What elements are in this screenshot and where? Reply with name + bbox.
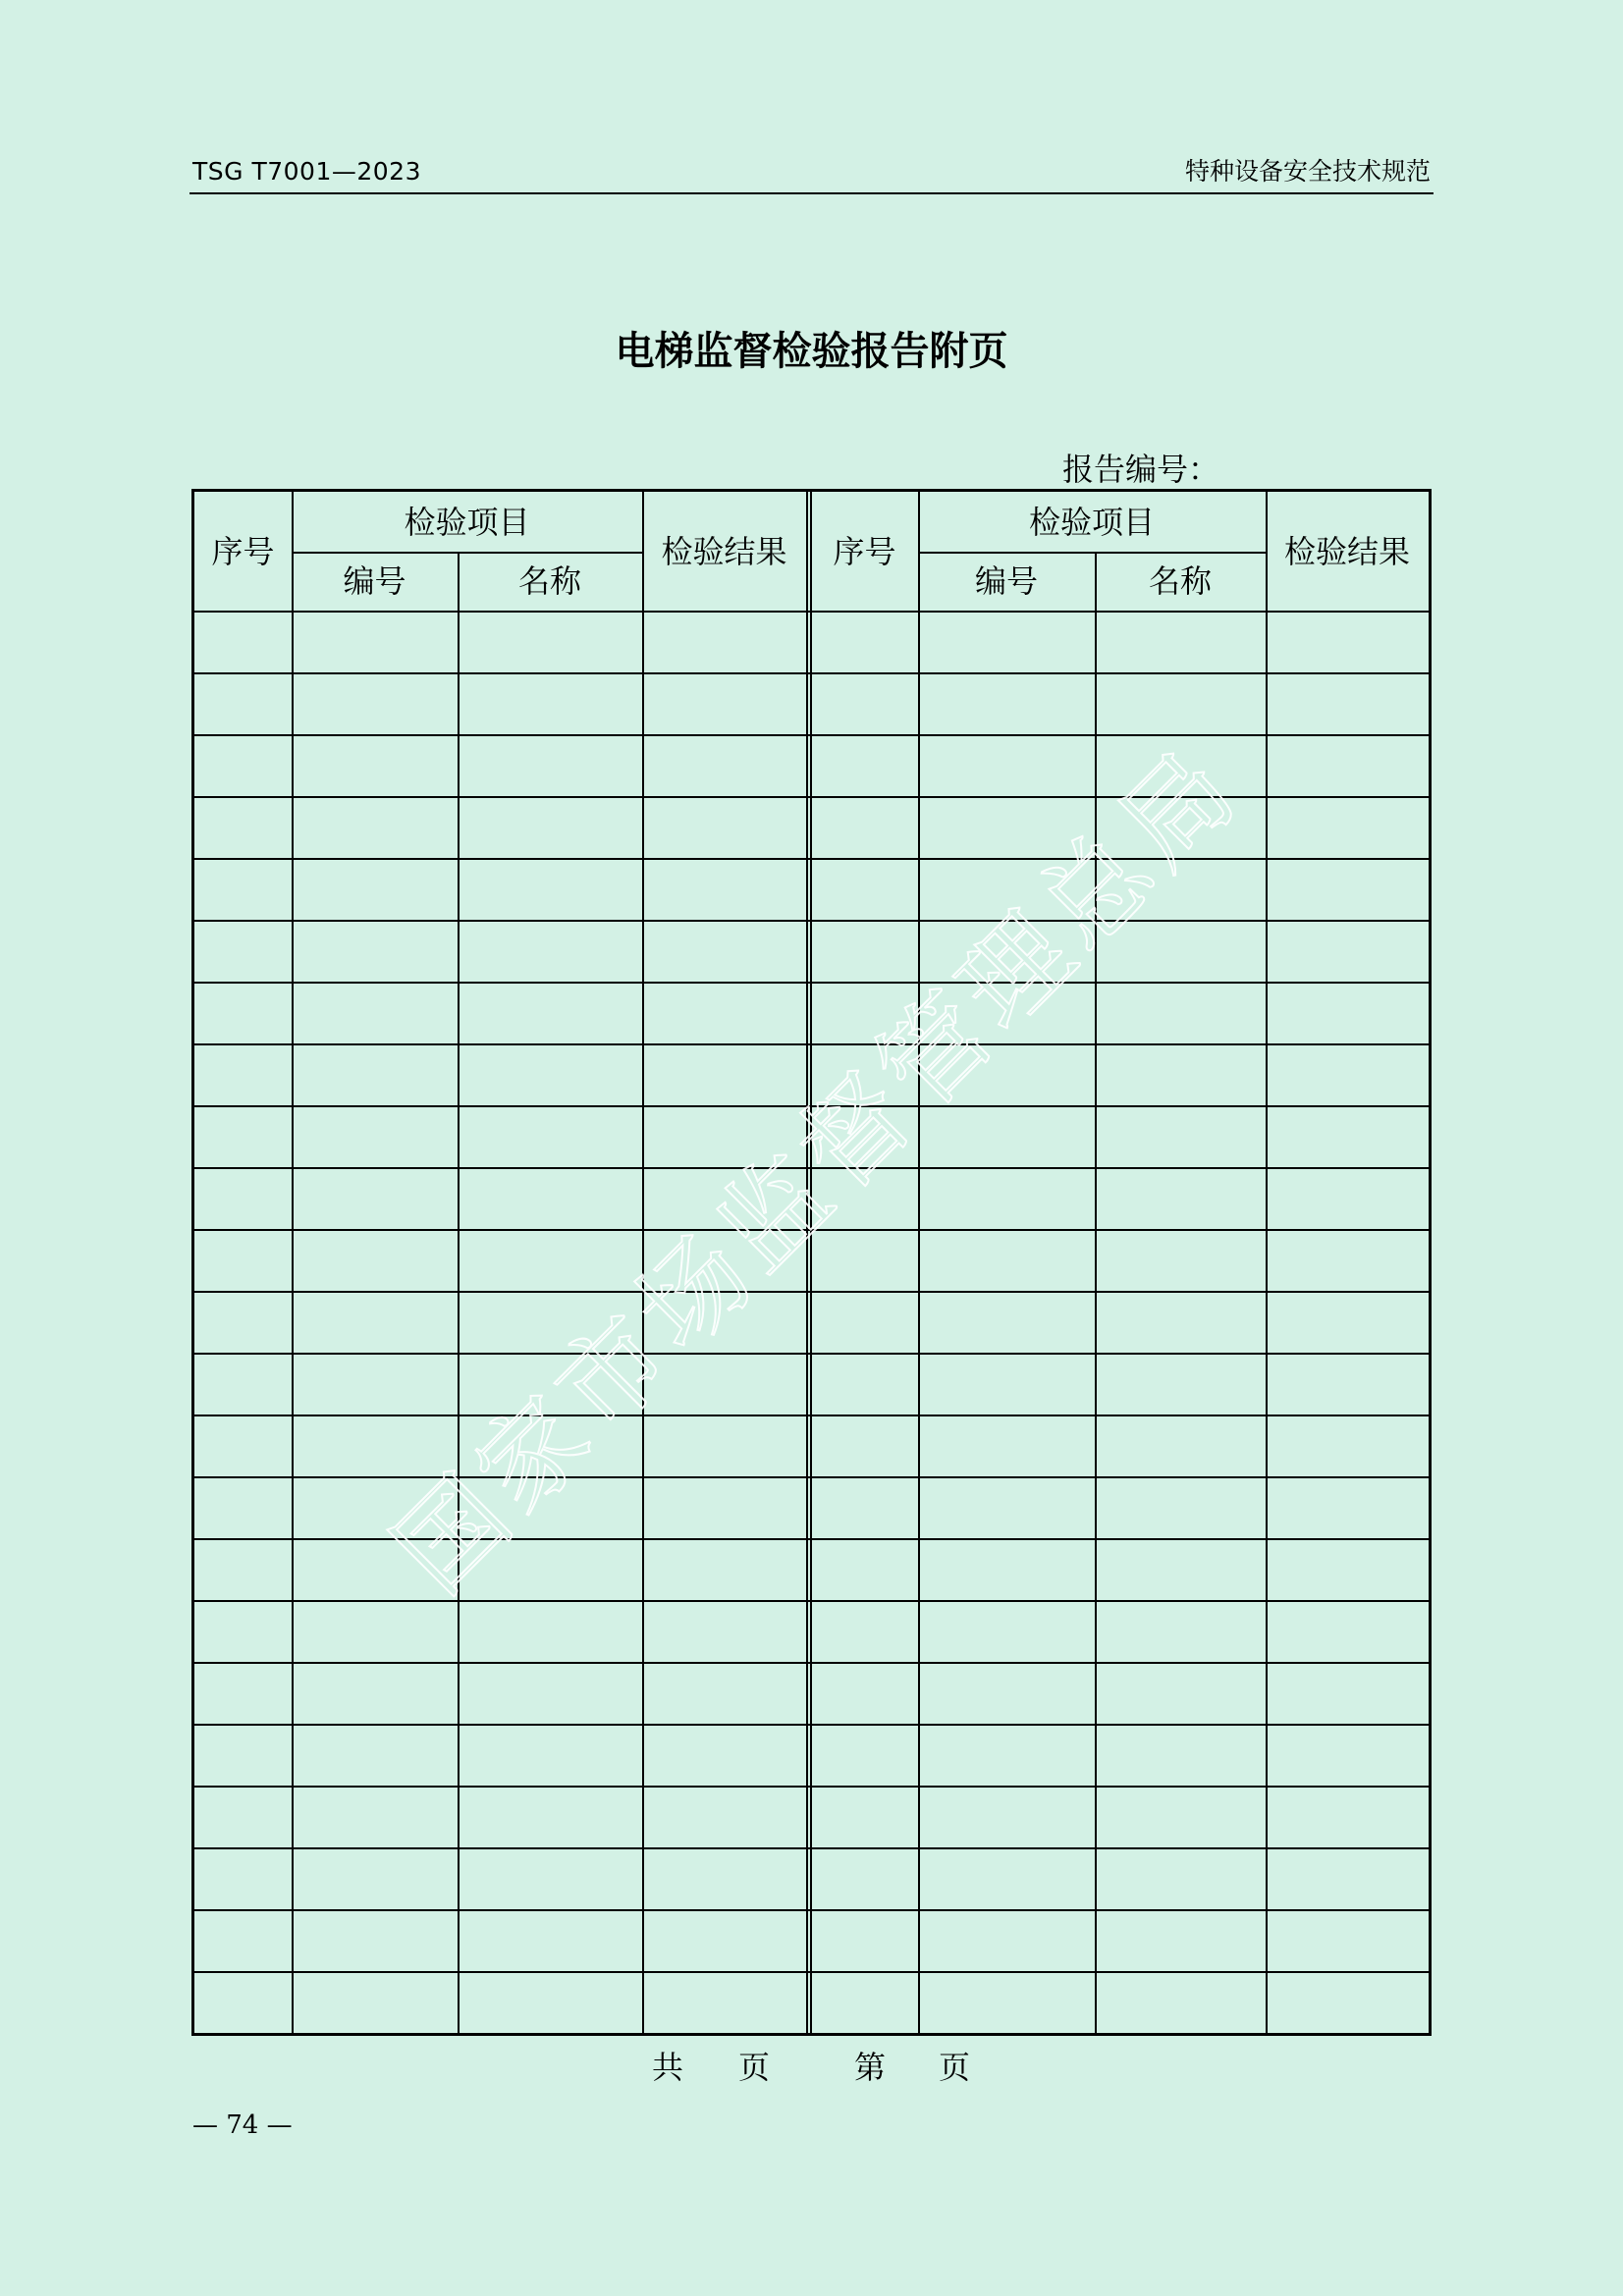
total-page-label: 页 [738,2049,771,2086]
table-row-line [194,611,1429,613]
left-header-result: 检验结果 [661,532,787,570]
table-row-line [194,1105,1429,1107]
right-header-item: 检验项目 [1028,503,1155,541]
nth-page-label: 页 [939,2049,971,2086]
table-row-line [194,1415,1429,1416]
table-row-line [194,1229,1429,1231]
left-header-code: 编号 [343,562,406,600]
left-header-item: 检验项目 [404,503,530,541]
right-col-line [1266,492,1268,2033]
table-row-line [194,1971,1429,1973]
table-row-line [194,1909,1429,1911]
right-header-seq: 序号 [833,532,896,570]
table-row-line [194,858,1429,860]
table-row-line [194,982,1429,984]
right-header-name: 名称 [1148,562,1212,600]
table-row-line [194,1600,1429,1602]
report-number-label: 报告编号： [1062,451,1220,488]
table-row-line [194,1476,1429,1478]
table-row-line [194,734,1429,736]
inspection-table [191,489,1432,2036]
table-row-line [194,1538,1429,1540]
table-row-line [194,796,1429,798]
standard-code: TSG T7001—2023 [192,157,421,186]
table-row-line [194,672,1429,674]
left-col-line [292,492,294,2033]
nth-label: 第 [854,2049,887,2086]
right-header-code: 编号 [974,562,1038,600]
left-header-seq: 序号 [211,532,275,570]
center-divider [810,492,812,2033]
table-row-line [194,1167,1429,1169]
center-divider [806,492,808,2033]
right-col-line [918,492,920,2033]
left-col-line [642,492,644,2033]
page-title: 电梯监督检验报告附页 [615,329,1008,374]
watermark: 国家市场监督管理总局 [371,723,1265,1617]
table-row-line [194,1043,1429,1045]
table-row-line [194,1786,1429,1788]
table-row-line [194,1662,1429,1664]
table-row-line [194,1291,1429,1293]
table-row-line [194,920,1429,922]
series-name: 特种设备安全技术规范 [1184,157,1431,186]
table-row-line [194,1724,1429,1726]
table-row-line [194,1353,1429,1355]
right-header-result: 检验结果 [1283,532,1410,570]
left-header-name: 名称 [517,562,581,600]
table-row-line [194,1847,1429,1849]
page-number: — 74 — [192,2110,293,2140]
header-rule [189,192,1434,194]
total-label: 共 [652,2049,684,2086]
